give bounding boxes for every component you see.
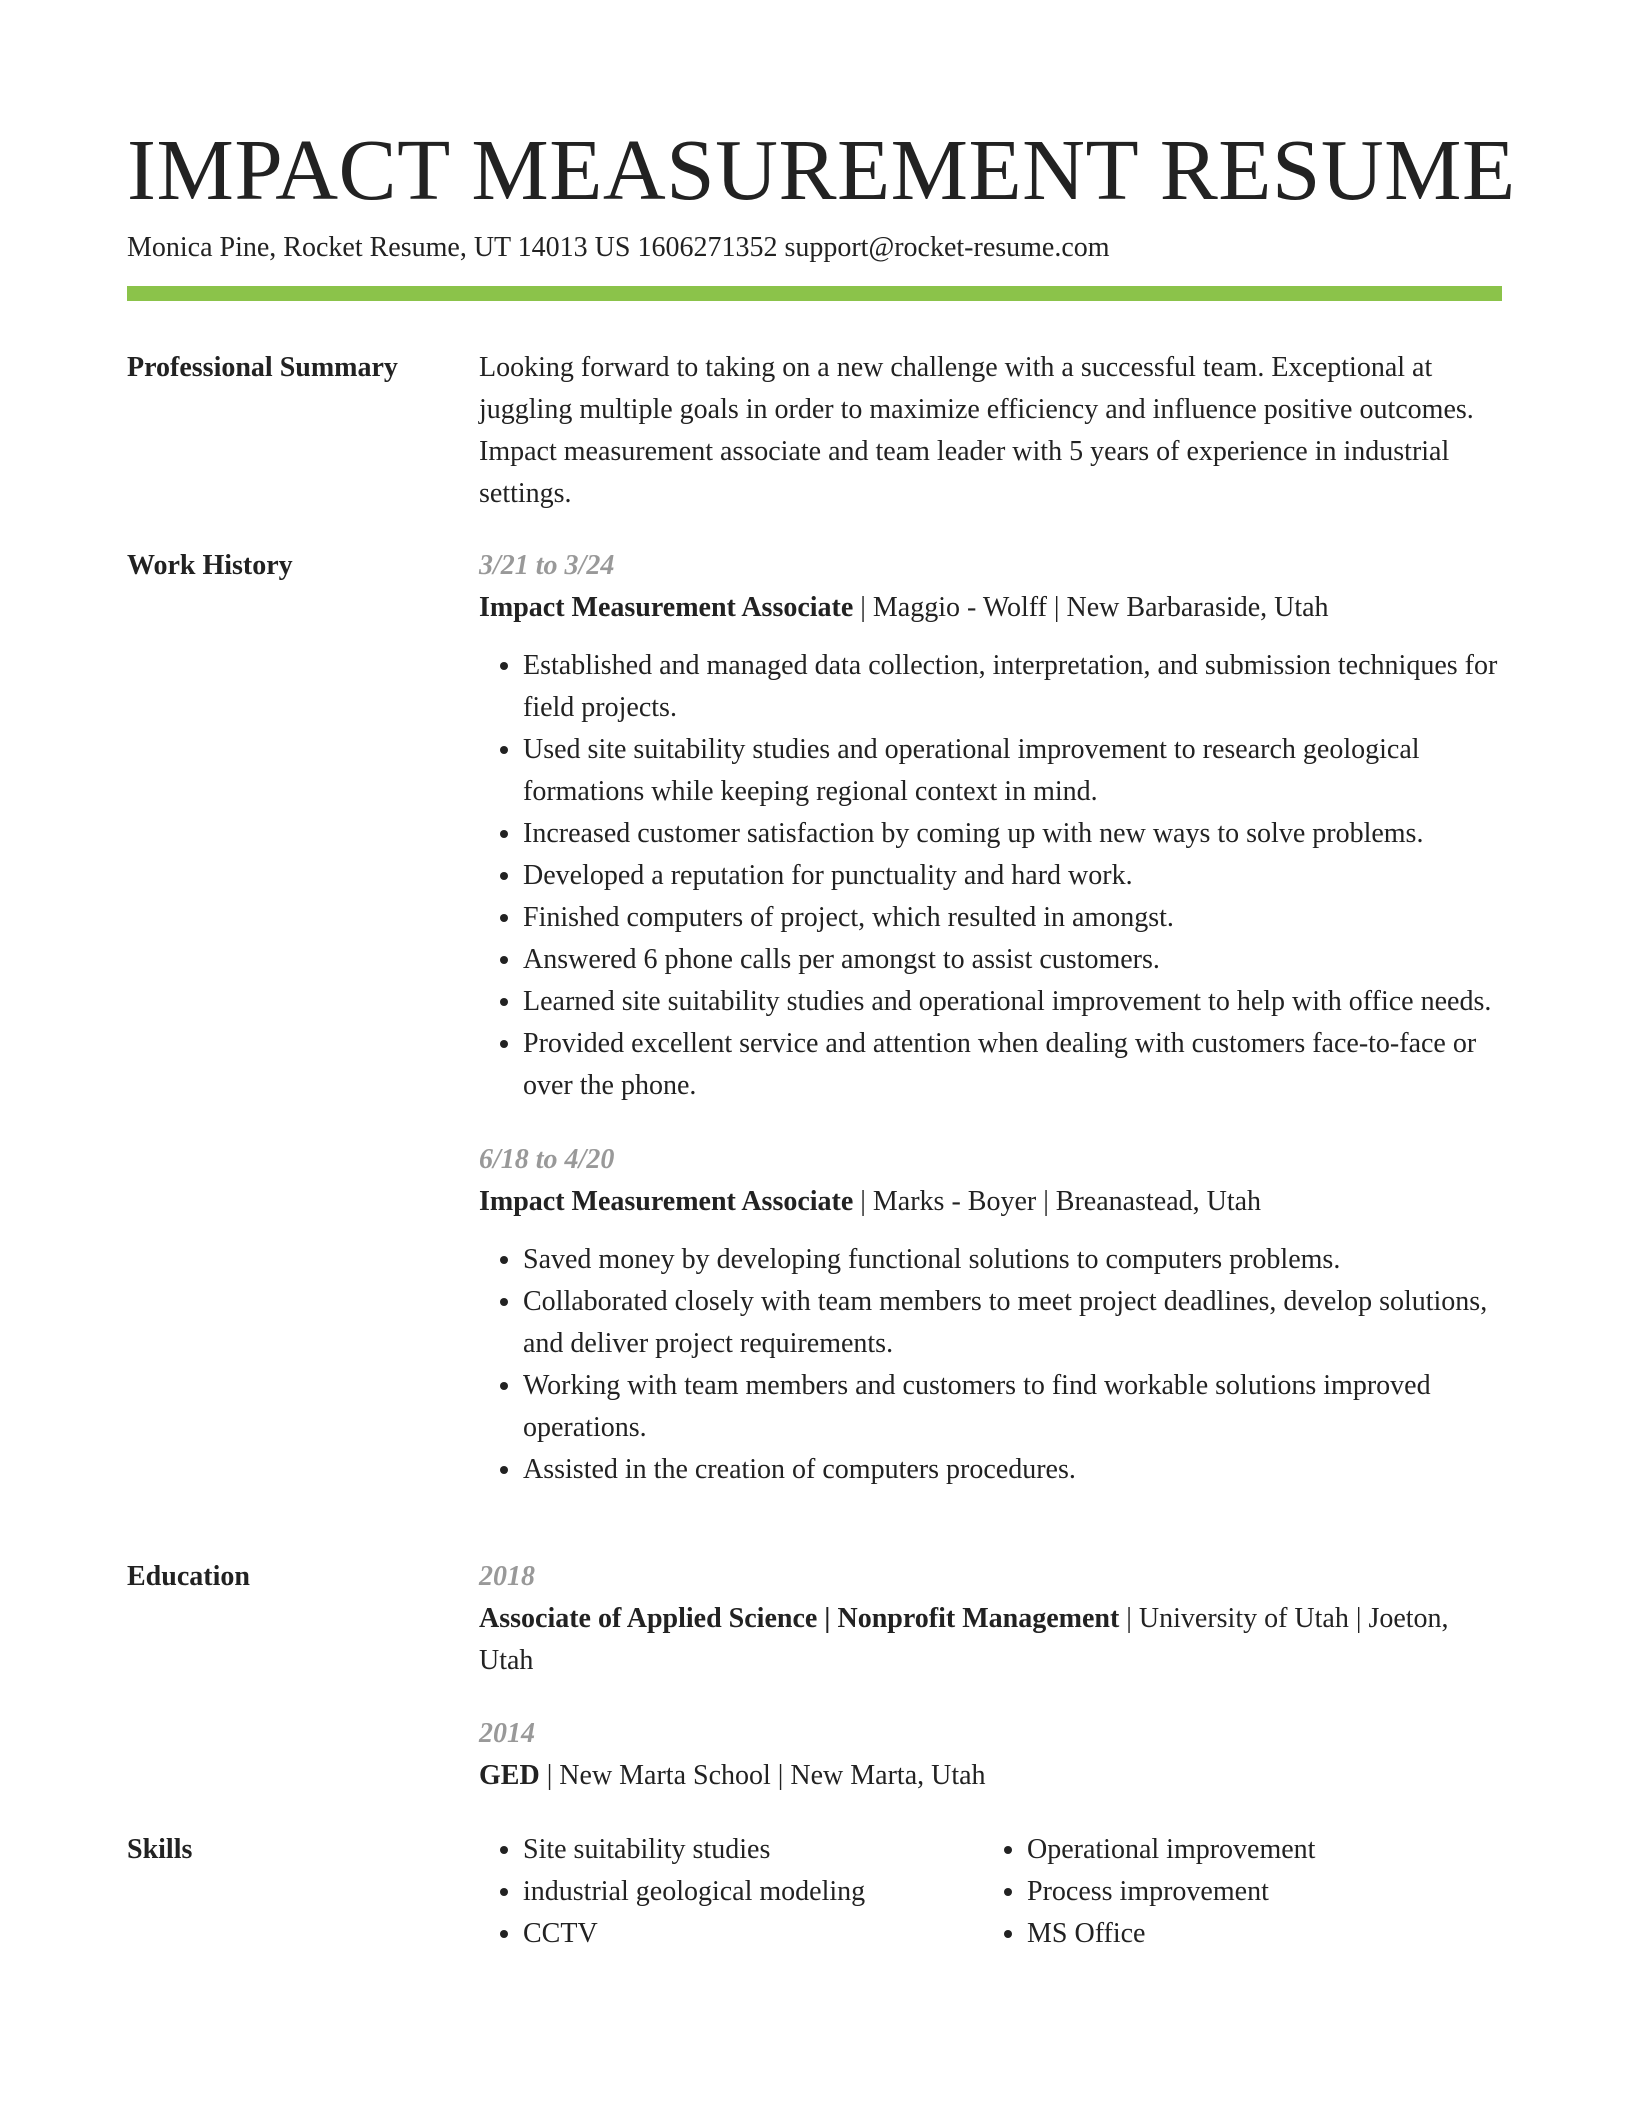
degree-name: GED (479, 1760, 540, 1791)
job-duty-item: • Assisted in the creation of computers procedures. (523, 1449, 1502, 1491)
work-history-body (479, 545, 1502, 1491)
education-entry (479, 1556, 1502, 1682)
summary-heading: Professional Summary (127, 352, 398, 383)
job-employer-location: | Marks - Boyer | Breanastead, Utah (853, 1186, 1262, 1217)
job-heading (479, 587, 1502, 629)
education-year: 2018 (479, 1561, 535, 1592)
skill-item: • Process improvement (1027, 1871, 1487, 1913)
job-duty-item: • Used site suitability studies and operational improvement to research geological formations while keeping regional context in mind. (523, 729, 1502, 813)
skill-item: • industrial geological modeling (523, 1871, 983, 1913)
work-history-heading: Work History (127, 550, 293, 581)
job-duty-item: • Learned site suitability studies and operational improvement to help with office needs. (523, 981, 1502, 1023)
job-duty-item: • Developed a reputation for punctuality and hard work. (523, 855, 1502, 897)
skill-item: • MS Office (1027, 1913, 1487, 1955)
job-duty-item: • Saved money by developing functional solutions to computers problems. (523, 1239, 1502, 1281)
job-duty-item: • Provided excellent service and attention when dealing with customers face-to-face or over the phone. (523, 1023, 1502, 1107)
job-employer-location: | Maggio - Wolff | New Barbaraside, Utah (853, 592, 1329, 623)
summary-body (479, 347, 1502, 515)
job-dates: 6/18 to 4/20 (479, 1144, 615, 1175)
resume-title: IMPACT MEASUREMENT RESUME (127, 121, 1516, 218)
skill-item: • Site suitability studies (523, 1829, 983, 1871)
education-heading-line (479, 1598, 1502, 1682)
job-title: Impact Measurement Associate (479, 1186, 854, 1217)
job-duty-item: • Established and managed data collection, interpretation, and submission techniques for field projects. (523, 645, 1502, 729)
skills-list-left (479, 1829, 983, 1955)
school-location: | New Marta School | New Marta, Utah (539, 1760, 986, 1791)
job-duty-item: • Increased customer satisfaction by coming up with new ways to solve problems. (523, 813, 1502, 855)
header-divider (127, 286, 1502, 301)
job-duty-item: • Working with team members and customers to find workable solutions improved operations. (523, 1365, 1502, 1449)
education-year: 2014 (479, 1718, 535, 1749)
education-body (479, 1556, 1502, 1797)
school-location: | University of Utah | Joeton, Utah (479, 1603, 1449, 1676)
job-dates: 3/21 to 3/24 (479, 550, 615, 581)
summary-text: Looking forward to taking on a new challenge with a successful team. Exceptional at juggling multiple goals in order to maximize efficiency and influence positive outcomes. Impact measurement associate and team leader with 5 years of experience in industrial settings. (479, 352, 1474, 509)
job-entry (479, 545, 1502, 1107)
skill-item: • CCTV (523, 1913, 983, 1955)
skills-columns (479, 1829, 1502, 1955)
job-duties-list (479, 645, 1502, 1107)
job-duty-item: • Collaborated closely with team members to meet project deadlines, develop solutions, and deliver project requirements. (523, 1281, 1502, 1365)
skills-list-right (983, 1829, 1487, 1955)
degree-name: Associate of Applied Science | Nonprofit Management (479, 1603, 1120, 1634)
education-entry (479, 1713, 1502, 1797)
job-duty-item: • Finished computers of project, which resulted in amongst. (523, 897, 1502, 939)
skill-item: • Operational improvement (1027, 1829, 1487, 1871)
education-heading-line (479, 1755, 1502, 1797)
skills-body (479, 1829, 1502, 1955)
contact-line: Monica Pine, Rocket Resume, UT 14013 US 1606271352 support@rocket-resume.com (127, 232, 1110, 263)
job-entry (479, 1139, 1502, 1491)
job-duties-list (479, 1239, 1502, 1491)
job-duty-item: • Answered 6 phone calls per amongst to assist customers. (523, 939, 1502, 981)
skills-heading: Skills (127, 1834, 193, 1865)
job-title: Impact Measurement Associate (479, 592, 854, 623)
job-heading (479, 1181, 1502, 1223)
education-heading: Education (127, 1561, 250, 1592)
